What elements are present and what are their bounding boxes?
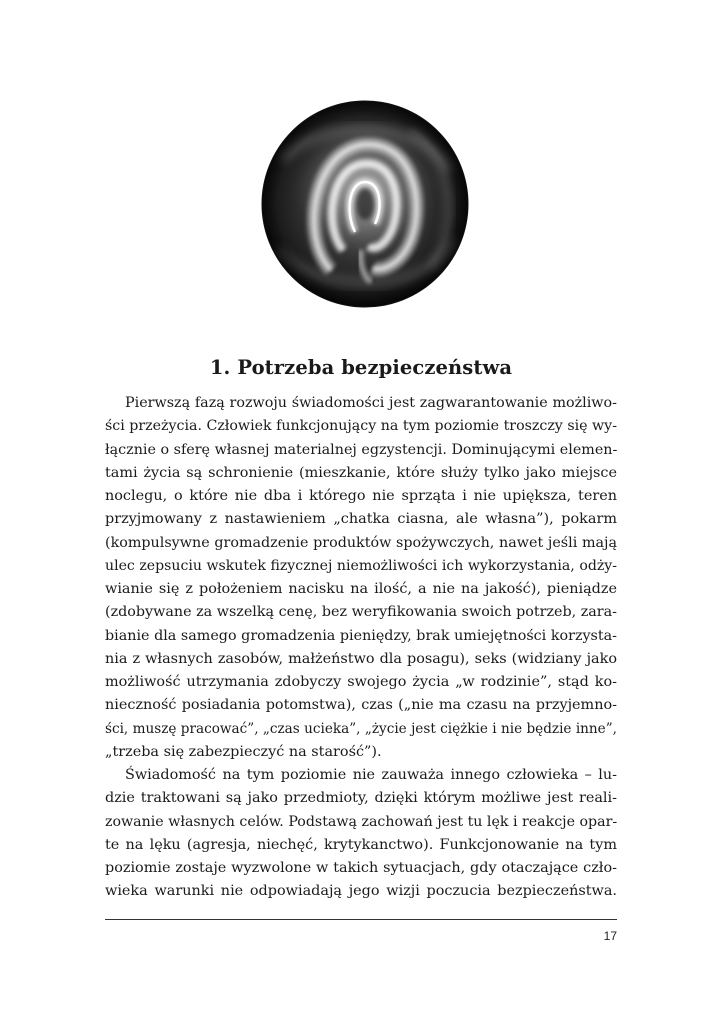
text-line: Pierwszą fazą rozwoju świadomości jest zagwarantowanie możliwo-	[125, 395, 617, 411]
text-line: wieka warunki nie odpowiadają jego wizji poczucia bezpieczeństwa.	[105, 883, 617, 900]
page-number: 17	[603, 929, 617, 943]
text-line: te na lęku (agresja, niechęć, krytykanctwo). Funkcjonowanie na tym	[105, 836, 617, 853]
text-line: zowanie własnych celów. Podstawą zachowań jest tu lęk i reakcje opar-	[105, 813, 617, 830]
chapter-illustration	[261, 100, 469, 308]
text-line: noclegu, o które nie dba i którego nie sprząta i nie upiększa, teren	[105, 488, 617, 504]
text-line: dzie traktowani są jako przedmioty, dzięki którym możliwe jest reali-	[105, 790, 617, 807]
text-line: tami życia są schronienie (mieszkanie, które służy tylko jako miejsce	[105, 464, 617, 481]
text-line: nieczność posiadania potomstwa), czas („nie ma czasu na przyjemno-	[105, 697, 617, 714]
text-line: przyjmowany z nastawieniem „chatka ciasna, ale własna”), pokarm	[105, 511, 617, 528]
body-text	[105, 392, 617, 904]
text-line: „trzeba się zabezpieczyć na starość”).	[105, 743, 382, 760]
paragraph	[105, 764, 617, 904]
text-line: nia z własnych zasobów, małżeństwo dla posagu), seks (widziany jako	[105, 650, 617, 667]
section-heading: 1. Potrzeba bezpieczeństwa	[209, 356, 513, 379]
text-line: ści przeżycia. Człowiek funkcjonujący na tym poziomie troszczy się wy-	[105, 418, 617, 435]
paragraph	[105, 392, 617, 764]
text-line: wianie się z położeniem nacisku na ilość, a nie na jakość), pieniądze	[105, 581, 617, 597]
text-line: (zdobywane za wszelką cenę, bez weryfikowania swoich potrzeb, zara-	[105, 604, 617, 621]
text-line: łącznie o sferę własnej materialnej egzystencji. Dominującymi elemen-	[105, 441, 617, 458]
text-line: (kompulsywne gromadzenie produktów spożywczych, nawet jeśli mają	[105, 534, 617, 551]
text-line: poziomie zostaje wyzwolone w takich sytuacjach, gdy otaczające czło-	[105, 860, 617, 876]
text-line: możliwość utrzymania zdobyczy swojego życia „w rodzinie”, stąd ko-	[105, 674, 617, 690]
text-line: ulec zepsuciu wskutek fizycznej niemożliwości ich wykorzystania, odży-	[105, 557, 617, 574]
text-line: Świadomość na tym poziomie nie zauważa innego człowieka – lu-	[125, 767, 617, 783]
text-line: ści, muszę pracować”, „czas ucieka”, „życie jest ciężkie i nie będzie inne”,	[105, 720, 617, 737]
glowing-spiral-orb	[261, 100, 469, 308]
text-line: bianie dla samego gromadzenia pieniędzy, brak umiejętności korzysta-	[105, 627, 617, 644]
footer-rule	[105, 919, 617, 920]
